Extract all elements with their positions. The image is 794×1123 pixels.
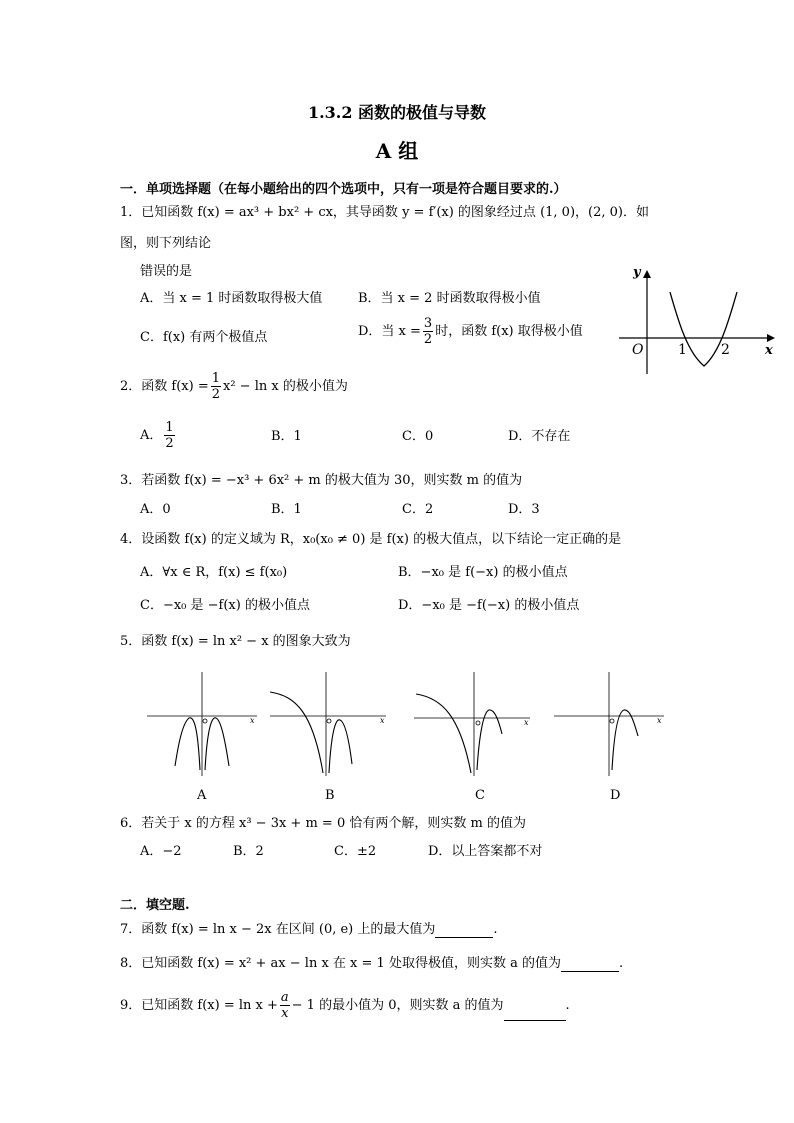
q6-option-a[interactable]: A．−2	[140, 844, 182, 859]
question-7	[120, 922, 498, 938]
q5-graph-c[interactable]	[412, 668, 537, 778]
q4-option-c[interactable]: C．−x₀ 是 −f(x) 的极小值点	[140, 598, 310, 613]
q1-option-a[interactable]: A．当 x = 1 时函数取得极大值	[140, 291, 323, 306]
q9-answer-blank[interactable]	[504, 1008, 566, 1021]
q5-a-x-label: x	[250, 716, 255, 725]
q2-numerator: 1	[211, 371, 220, 386]
q3-option-c[interactable]: C．2	[402, 502, 434, 517]
q1-x-label: x	[765, 343, 773, 358]
q2-a-denominator: 2	[165, 436, 174, 451]
q5-d-right-branch	[612, 710, 638, 770]
q6-option-c[interactable]: C．±2	[334, 844, 377, 859]
q5-d-x-label: x	[657, 716, 662, 725]
q1-tick-1-label: 1	[678, 342, 687, 358]
q6-stem: 6．若关于 x 的方程 x³ − 3x + m = 0 恰有两个解，则实数 m 的值为	[120, 816, 526, 831]
q8-stem: 8．已知函数 f(x) = x² + ax − ln x 在 x = 1 处取得极值，则实数 a 的值为	[120, 956, 561, 971]
q5-stem: 5．函数 f(x) = ln x² − x 的图象大致为	[120, 634, 351, 649]
q2-stem-suffix: x² − ln x 的极小值为	[223, 379, 348, 394]
q2-option-d[interactable]: D．不存在	[508, 429, 571, 444]
q5-c-origin-marker	[476, 721, 480, 725]
q1-stem-line1: 1．已知函数 f(x) = ax³ + bx² + cx，其导函数 y = f′(x) 的图象经过点 (1, 0)，(2, 0)．如	[120, 205, 649, 220]
section-1-heading: 一．单项选择题（在每小题给出的四个选项中，只有一项是符合题目要求的.）	[120, 182, 567, 197]
q5-c-right-branch	[477, 710, 502, 770]
q1-d-numerator: 3	[423, 316, 433, 331]
q9-numerator: a	[280, 990, 289, 1005]
group-heading: A 组	[375, 139, 419, 163]
question-8	[120, 956, 623, 972]
q5-label-b: B	[325, 788, 335, 803]
q7-period: .	[493, 922, 498, 937]
q2-denominator: 2	[211, 387, 220, 402]
q1-stem-line2: 图，则下列结论	[120, 236, 212, 251]
q5-b-left-branch	[270, 692, 323, 773]
q1-option-d-prefix: D．当 x =	[358, 324, 421, 339]
q5-label-c: C	[475, 788, 485, 803]
q2-stem-prefix: 2．函数 f(x) =	[120, 379, 209, 394]
q1-x-arrow	[767, 334, 775, 342]
q1-y-arrow	[643, 270, 651, 278]
q5-c-left-branch	[416, 694, 471, 773]
q2-option-a-fraction	[164, 420, 174, 451]
q5-c-x-label: x	[524, 718, 529, 727]
q1-y-label: y	[633, 265, 641, 280]
q5-graph-b[interactable]	[268, 668, 393, 778]
q5-a-left-branch	[175, 718, 200, 770]
q3-stem: 3．若函数 f(x) = −x³ + 6x² + m 的极大值为 30，则实数 m 的值为	[120, 473, 523, 488]
q1-option-d-suffix: 时，函数 f(x) 取得极小值	[435, 324, 583, 339]
q4-option-d[interactable]: D．−x₀ 是 −f(−x) 的极小值点	[398, 598, 580, 613]
q5-b-x-label: x	[380, 716, 385, 725]
q9-denominator: x	[281, 1006, 289, 1021]
q6-option-b[interactable]: B．2	[233, 844, 264, 859]
q9-fraction	[280, 990, 290, 1021]
q5-a-origin-marker	[203, 719, 207, 723]
q2-stem-fraction	[211, 371, 221, 402]
q9-stem-middle: − 1 的最小值为 0，则实数 a 的值为	[291, 998, 504, 1013]
q7-stem: 7．函数 f(x) = ln x − 2x 在区间 (0, e) 上的最大值为	[120, 922, 436, 937]
q3-option-d[interactable]: D．3	[508, 502, 540, 517]
q9-period: .	[565, 998, 570, 1013]
question-9	[120, 990, 570, 1021]
q5-b-origin-marker	[327, 719, 331, 723]
q8-answer-blank[interactable]	[561, 959, 619, 972]
q4-stem: 4．设函数 f(x) 的定义域为 R，x₀(x₀ ≠ 0) 是 f(x) 的极大值点，以下结论一定正确的是	[120, 532, 622, 547]
q2-option-b[interactable]: B．1	[271, 429, 302, 444]
q1-derivative-graph	[615, 262, 780, 377]
q1-option-c[interactable]: C．f(x) 有两个极值点	[140, 330, 268, 345]
q2-a-numerator: 1	[165, 420, 174, 435]
q5-a-right-branch	[205, 718, 229, 770]
q3-option-a[interactable]: A．0	[140, 502, 171, 517]
q5-d-origin-marker	[610, 719, 614, 723]
page-title: 1.3.2 函数的极值与导数	[307, 103, 487, 122]
q2-option-a-label: A．	[140, 428, 163, 443]
q5-graph-a[interactable]	[145, 668, 265, 778]
q4-option-b[interactable]: B．−x₀ 是 f(−x) 的极小值点	[398, 565, 568, 580]
q3-option-b[interactable]: B．1	[271, 502, 302, 517]
q5-label-d: D	[610, 788, 621, 803]
q1-option-d-fraction	[423, 316, 433, 347]
q5-label-a: A	[197, 788, 207, 803]
q8-period: .	[618, 956, 624, 971]
q5-graph-d[interactable]	[552, 668, 672, 778]
section-2-heading: 二．填空题.	[120, 898, 190, 913]
q2-stem	[120, 371, 348, 402]
q9-stem-prefix: 9．已知函数 f(x) = ln x +	[120, 998, 278, 1013]
q1-option-d[interactable]	[358, 316, 583, 347]
q1-origin-label: O	[632, 342, 644, 358]
q1-stem-line3: 错误的是	[140, 264, 193, 279]
q1-option-b[interactable]: B．当 x = 2 时函数取得极小值	[358, 291, 541, 306]
q6-option-d[interactable]: D．以上答案都不对	[428, 844, 543, 859]
q1-d-denominator: 2	[423, 332, 433, 347]
q4-option-a[interactable]: A．∀x ∈ R，f(x) ≤ f(x₀)	[140, 565, 288, 580]
q7-answer-blank[interactable]	[435, 925, 493, 938]
q2-option-c[interactable]: C．0	[402, 429, 434, 444]
q5-b-right-branch	[329, 720, 352, 773]
q2-option-a[interactable]	[140, 420, 177, 451]
q1-tick-2-label: 2	[721, 342, 730, 358]
